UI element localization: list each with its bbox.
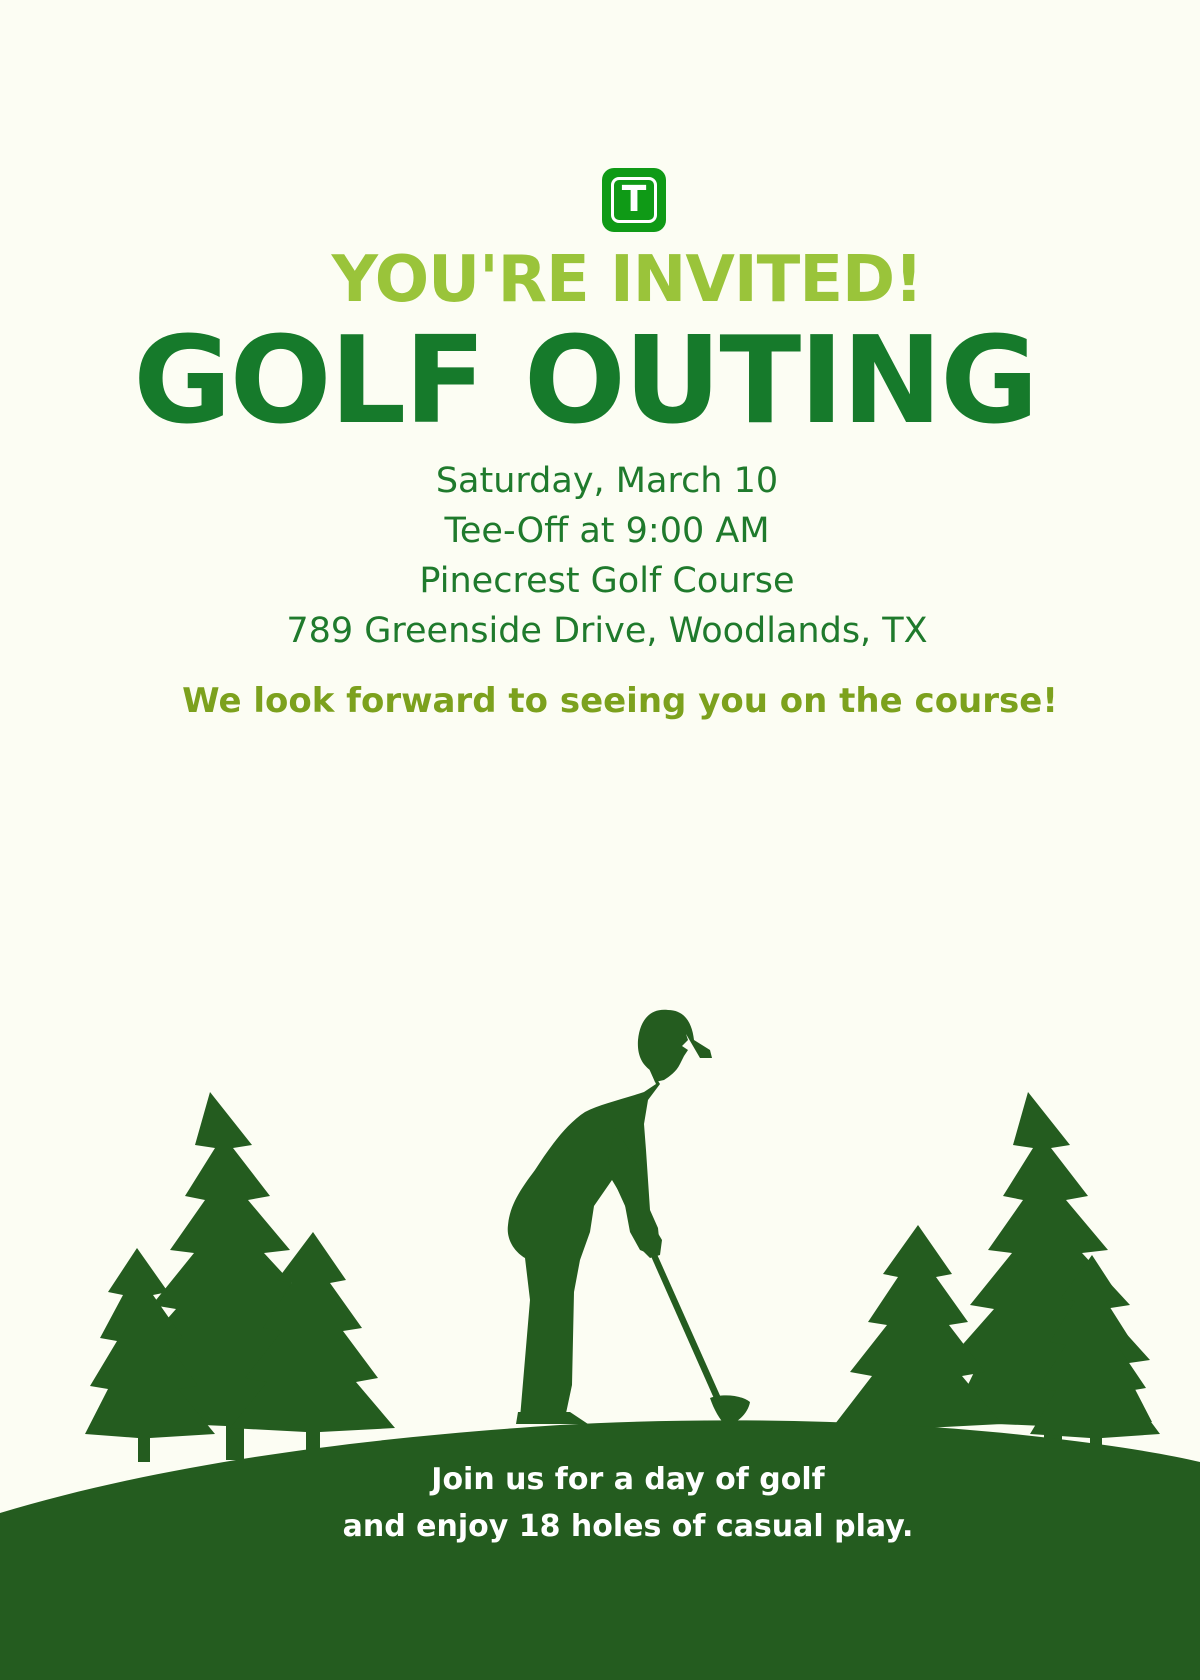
event-venue: Pinecrest Golf Course [419,561,795,601]
golfer-icon [508,1010,750,1426]
event-address: 789 Greenside Drive, Woodlands, TX [286,611,928,651]
invite-message-line-2: and enjoy 18 holes of casual play. [342,1509,914,1544]
invite-message [0,1456,1200,1550]
event-date: Saturday, March 10 [435,461,779,501]
invite-message-line-1: Join us for a day of golf [431,1462,825,1497]
invited-heading: YOU'RE INVITED! [331,243,923,317]
page-title: GOLF OUTING [133,312,1037,451]
event-time: Tee-Off at 9:00 AM [444,511,770,551]
logo-letter: T [621,179,647,220]
tagline: We look forward to seeing you on the course! [182,681,1058,721]
